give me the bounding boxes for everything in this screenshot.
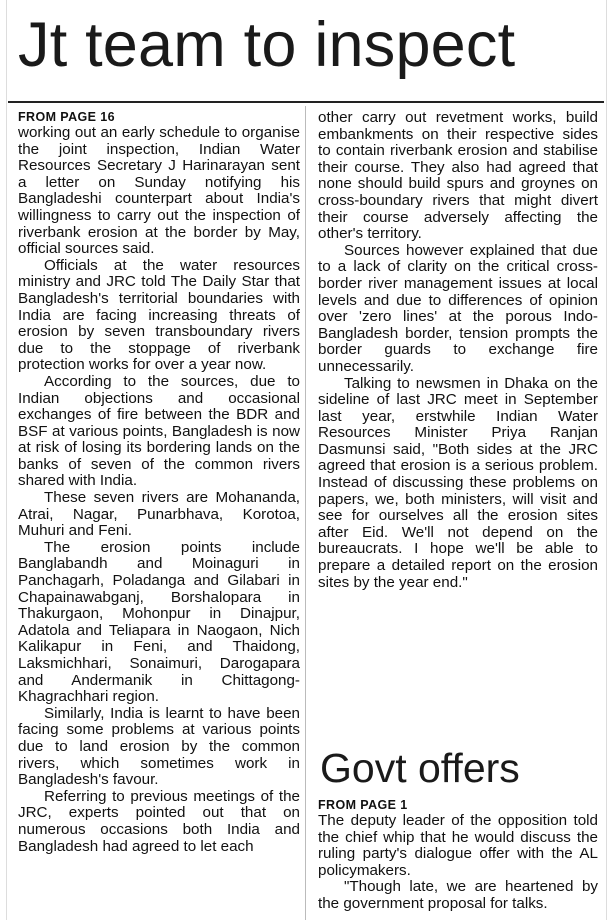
article-column-right [318,110,598,591]
article-paragraph: other carry out revetment works, build embankments on their respective sides to contain riverbank erosion and stabilise their course. They also had agreed that none should build spurs and groynes on cross-boundary rivers that might divert their course adversely affecting the other's territory. [318,109,598,243]
article-paragraph: Officials at the water resources ministry and JRC told The Daily Star that Bangladesh's territorial boundaries with India are facing increasing threats of erosion by seven transboundary rivers due to the stoppage of riverbank protection works for over a year now. [18,256,300,374]
column-divider [305,106,306,920]
article-paragraph: Sources however explained that due to a lack of clarity on the critical cross-border river management issues at local levels and due to differences of opinion over 'zero lines' at the porous Indo-Bangladesh border, tension prompts the border guards to exchange fire unnecessarily. [318,241,598,375]
page-edge-left [6,0,7,920]
second-article-column [318,798,598,913]
article-headline: Jt team to inspect [18,10,516,80]
article-paragraph: Referring to previous meetings of the JRC, experts pointed out that on numerous occasions both India and Bangladesh had agreed to let each [18,787,300,855]
article-paragraph: Talking to newsmen in Dhaka on the sideline of last JRC meet in September last year, erstwhile Indian Water Resources Minister Priya Ranjan Dasmunsi said, "Both sides at the JRC agreed that erosion is a serious problem. Instead of discussing these problems on papers, we, both ministers, will visit and see for ourselves all the erosion sites after Eid. We'll not depend on the bureaucrats. I hope we'll be able to prepare a detailed report on the erosion sites by the year end." [318,374,598,591]
page-edge-right [606,0,607,920]
continued-from-label: FROM PAGE 1 [318,798,408,812]
article-paragraph: "Though late, we are heartened by the government proposal for talks. [318,878,598,912]
article-paragraph: working out an early schedule to organise the joint inspection, Indian Water Resources Secretary J Harinarayan sent a letter on Sunday notifying his Bangladeshi counterpart about India's willingness to carry out the inspection of riverbank erosion at the border by May, official sources said. [18,124,300,258]
article-paragraph: According to the sources, due to Indian objections and occasional exchanges of fire between the BDR and BSF at various points, Bangladesh is now at risk of losing its bordering lands on the banks of seven of the common rivers shared with India. [18,372,300,490]
continued-from-label: FROM PAGE 16 [18,110,115,124]
article-paragraph: These seven rivers are Mohananda, Atrai, Nagar, Punarbhava, Korotoa, Muhuri and Feni. [18,489,300,540]
headline-rule [8,101,604,103]
article-paragraph: The erosion points include Banglabandh and Moinaguri in Panchagarh, Poladanga and Gilabari in Chapainawabganj, Borshalopara in Thakurgaon, Mohonpur in Dinajpur, Adatola and Teliapara in Naogaon, Nich Kalikapur in Feni, and Thaidong, Laksmichhari, Sonaimuri, Darogapara and Andermanik in Chittagong-Khagrachhari region. [18,538,300,706]
second-article-headline: Govt offers [320,745,520,791]
article-paragraph: The deputy leader of the opposition told the chief whip that he would discuss the ruling party's dialogue offer with the AL policymakers. [318,812,598,879]
article-paragraph: Similarly, India is learnt to have been facing some problems at various points due to land erosion by the common rivers, which sometimes work in Bangladesh's favour. [18,704,300,789]
article-column-left [18,110,300,855]
